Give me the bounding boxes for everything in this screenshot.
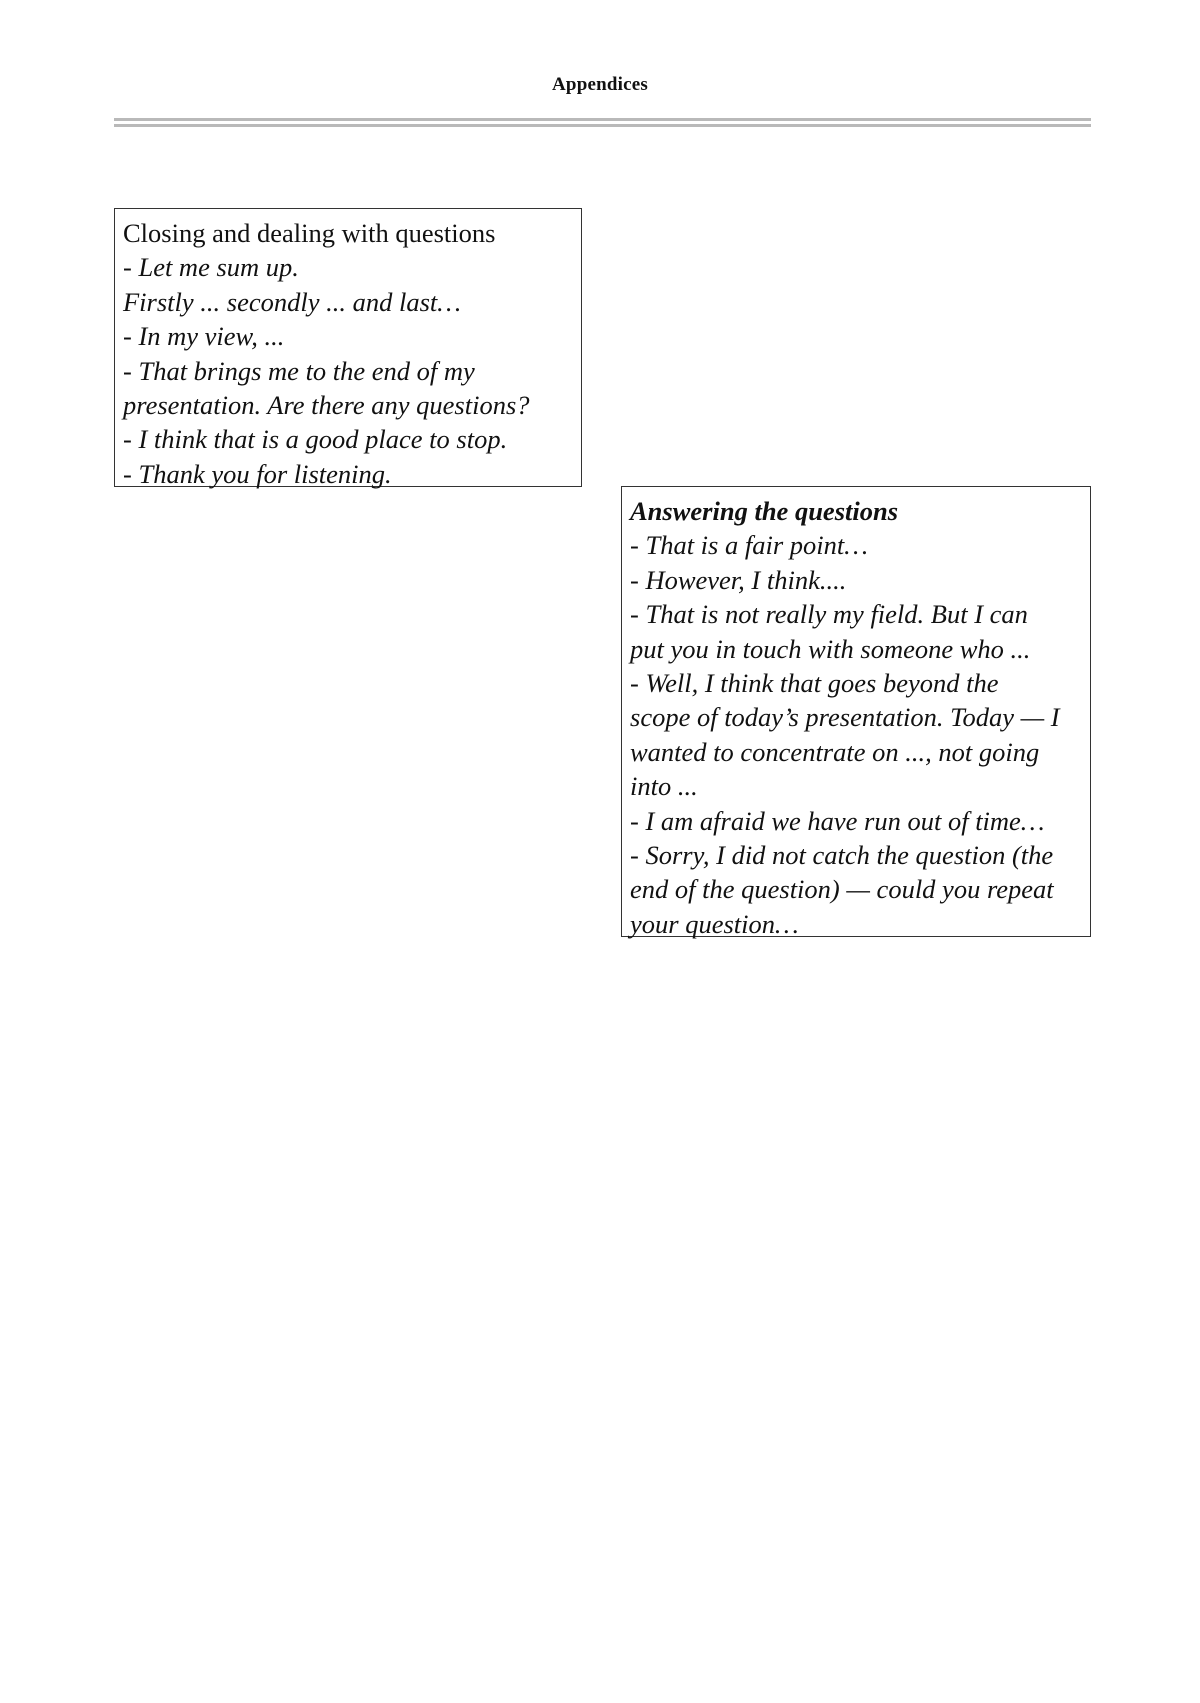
answering-phrase-line: - That is a fair point… xyxy=(630,530,868,561)
header-rule-top xyxy=(114,118,1091,121)
answering-phrase-line: - That is not really my field. But I can xyxy=(630,599,1028,630)
answering-phrase-line: - However, I think.... xyxy=(630,564,847,595)
answering-phrase-line: end of the question) — could you repeat xyxy=(630,874,1054,905)
running-head: Appendices xyxy=(552,74,648,95)
closing-phrase-line: - In my view, ... xyxy=(123,321,285,352)
answering-phrase-line: wanted to concentrate on ..., not going xyxy=(630,736,1040,767)
closing-box-title: Closing and dealing with questions xyxy=(123,218,496,248)
answering-phrase-line: scope of today’s presentation. Today — I xyxy=(630,702,1060,733)
answering-box-title: Answering the questions xyxy=(630,496,899,526)
closing-phrase-line: presentation. Are there any questions? xyxy=(123,390,530,421)
closing-phrase-line: Firstly ... secondly ... and last… xyxy=(123,286,461,317)
answering-phrase-line: - I am afraid we have run out of time… xyxy=(630,805,1045,836)
answering-phrase-line: into ... xyxy=(630,771,698,802)
closing-phrase-line: - That brings me to the end of my xyxy=(123,355,475,386)
closing-phrase-line: - Let me sum up. xyxy=(123,252,299,283)
answering-phrases-box xyxy=(621,486,1091,937)
answering-phrase-line: - Well, I think that goes beyond the xyxy=(630,668,999,699)
closing-phrase-line: - I think that is a good place to stop. xyxy=(123,424,508,455)
answering-phrase-line: put you in touch with someone who ... xyxy=(630,633,1031,664)
answering-phrase-line: - Sorry, I did not catch the question (the xyxy=(630,840,1054,871)
header-rule-bottom xyxy=(114,124,1091,127)
answering-phrase-line: your question… xyxy=(630,908,799,939)
closing-phrase-line: - Thank you for listening. xyxy=(123,458,392,489)
closing-phrases-box xyxy=(114,208,582,487)
